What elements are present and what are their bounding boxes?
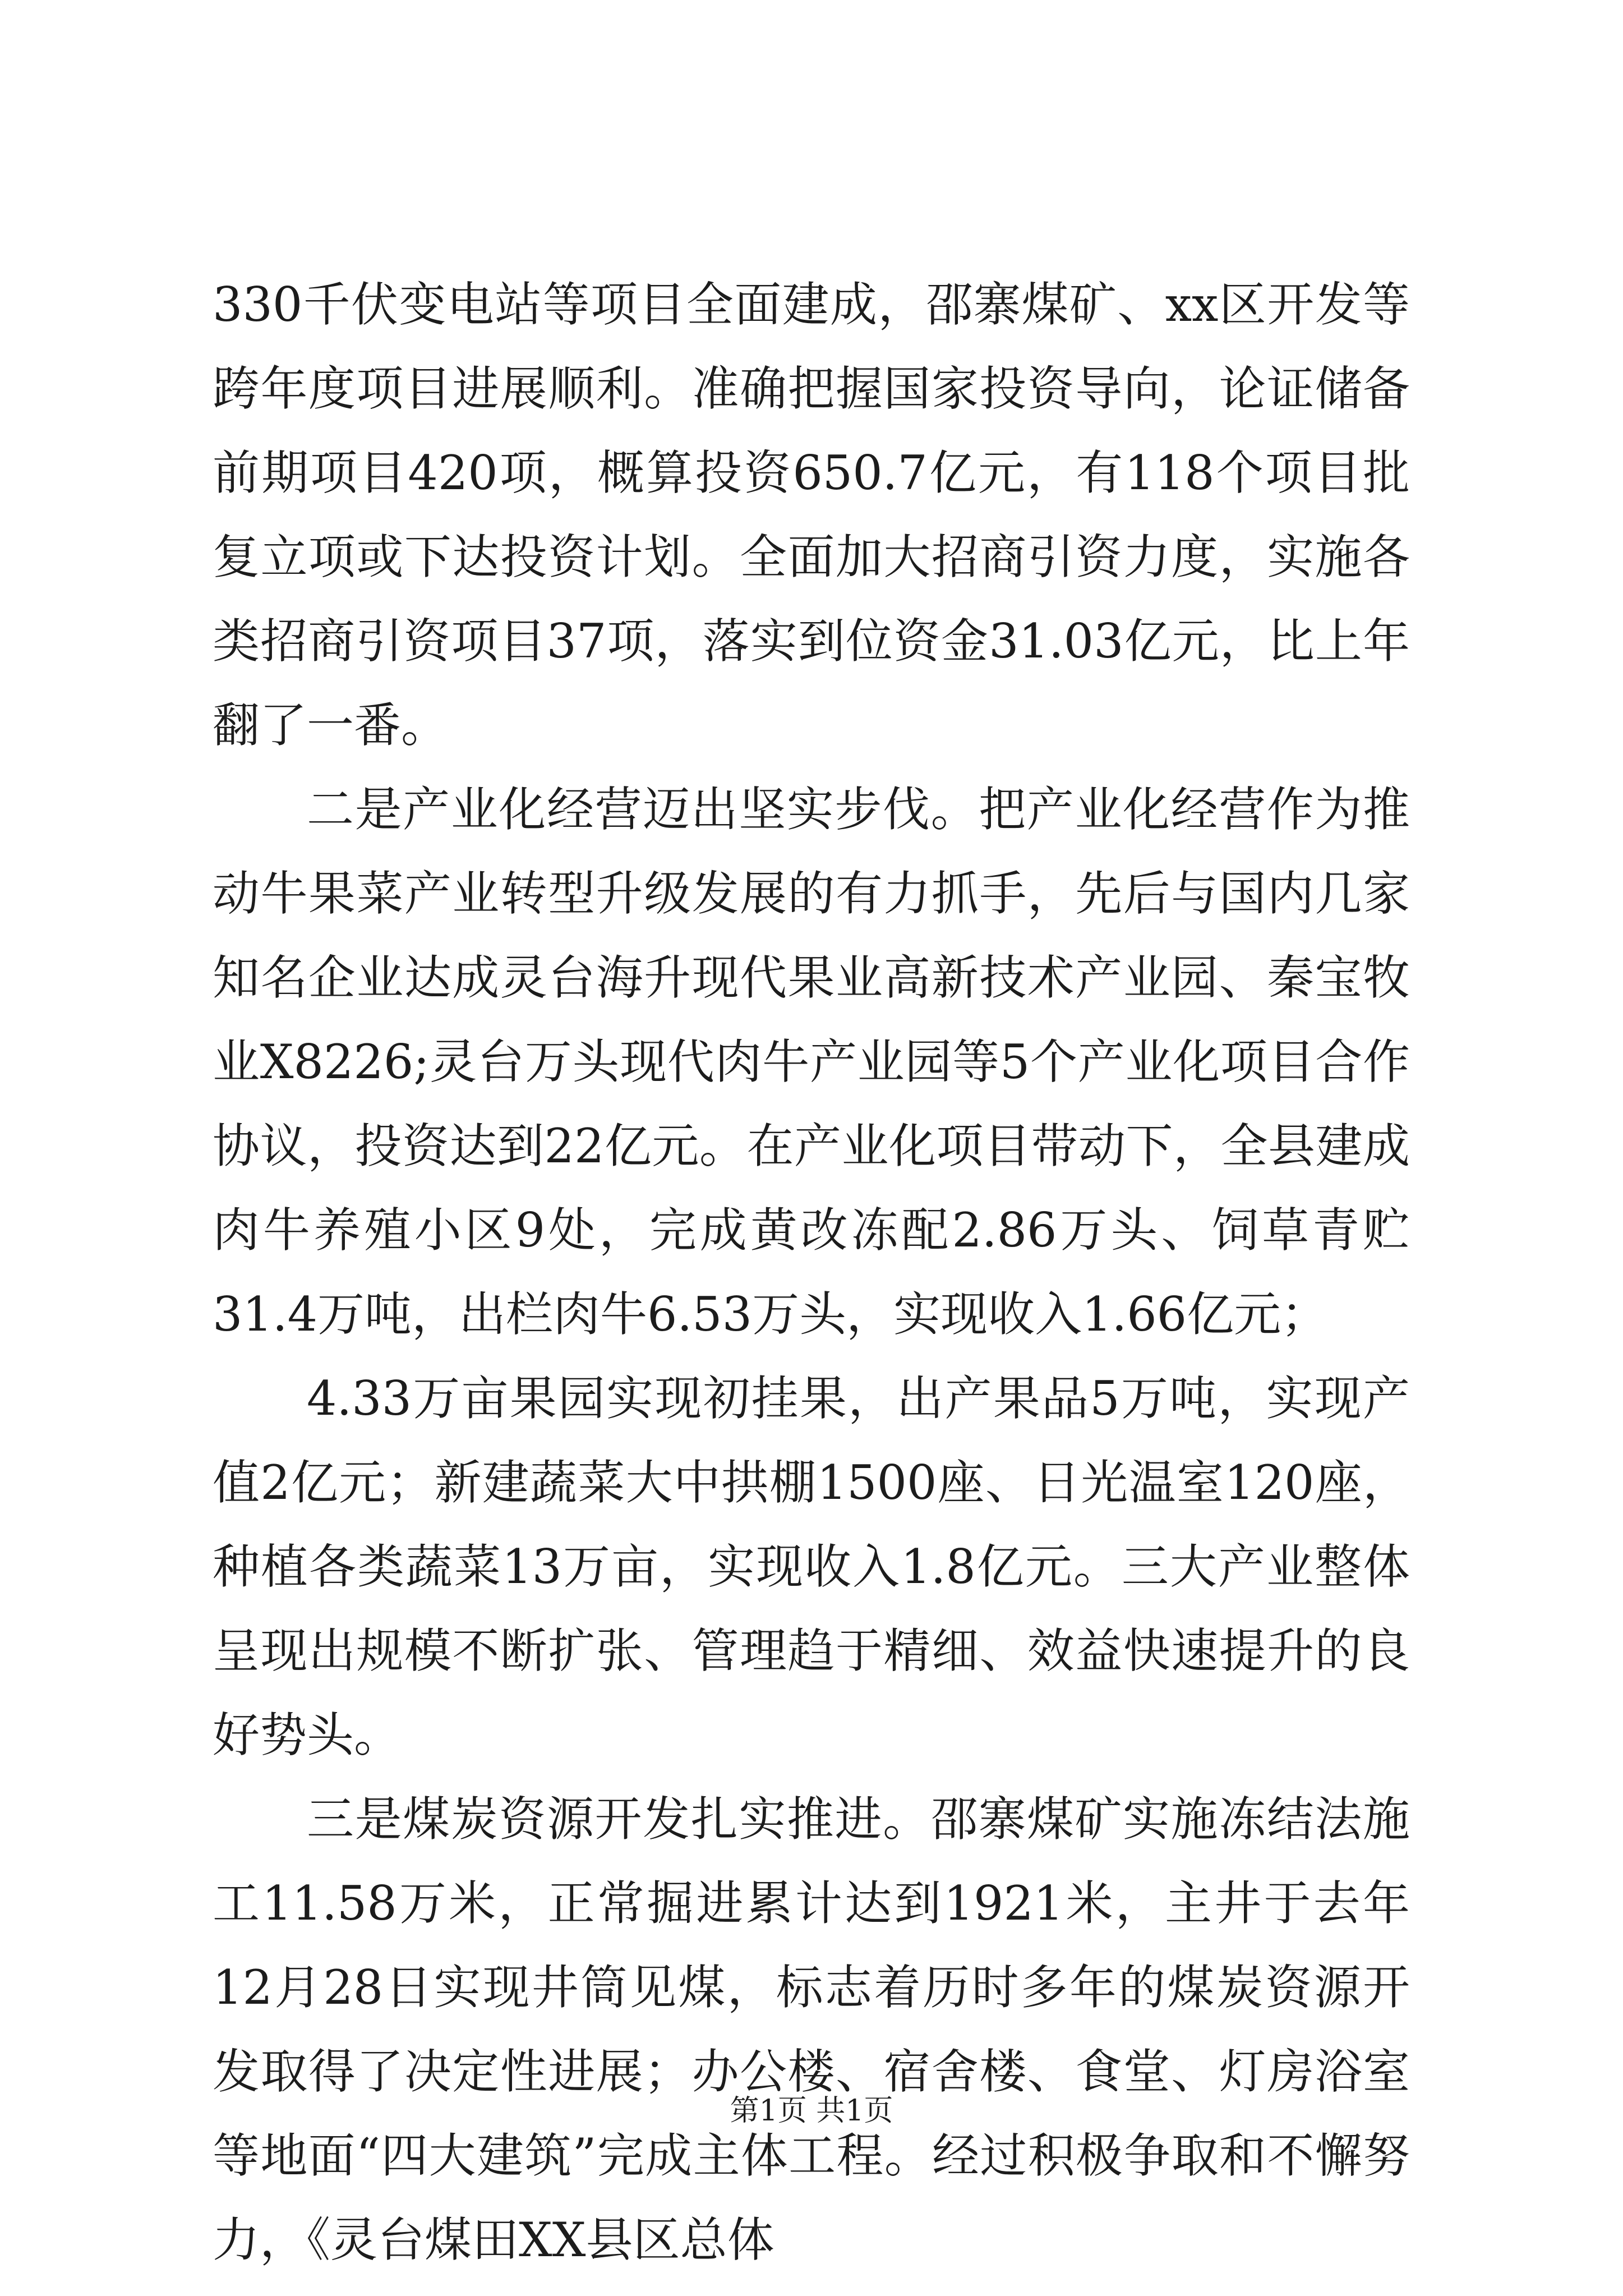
paragraph-4: 三是煤炭资源开发扎实推进。邵寨煤矿实施冻结法施工11.58万米，正常掘进累计达到1921米，主井于去年12月28日实现井筒见煤，标志着历时多年的煤炭资源开发取得了决定性进展；办公楼、宿舍楼、食堂、灯房浴室等地面“四大建筑”完成主体工程。经过积极争取和不懈努力，《灵台煤田XX县区总体 bbox=[213, 1792, 1410, 2267]
paragraph-3: 4.33万亩果园实现初挂果，出产果品5万吨，实现产值2亿元；新建蔬菜大中拱棚1500座、日光温室120座，种植各类蔬菜13万亩，实现收入1.8亿元。三大产业整体呈现出规模不断扩张、管理趋于精细、效益快速提升的良好势头。 bbox=[213, 1371, 1410, 1763]
paragraph-1: 330千伏变电站等项目全面建成，邵寨煤矿、xx区开发等跨年度项目进展顺利。准确把握国家投资导向，论证储备前期项目420项，概算投资650.7亿元，有118个项目批复立项或下达投资计划。全面加大招商引资力度，实施各类招商引资项目37项，落实到位资金31.03亿元，比上年翻了一番。 bbox=[213, 277, 1410, 753]
paragraph-2: 二是产业化经营迈出坚实步伐。把产业化经营作为推动牛果菜产业转型升级发展的有力抓手，先后与国内几家知名企业达成灵台海升现代果业高新技术产业园、秦宝牧业X8226;灵台万头现代肉牛产业园等5个产业化项目合作协议，投资达到22亿元。在产业化项目带动下，全县建成肉牛养殖小区9处，完成黄改冻配2.86万头、饲草青贮31.4万吨，出栏肉牛6.53万头，实现收入1.66亿元； bbox=[213, 782, 1410, 1342]
page-footer: 第1页 共1页 bbox=[730, 2094, 893, 2128]
document-body bbox=[213, 263, 1410, 2282]
